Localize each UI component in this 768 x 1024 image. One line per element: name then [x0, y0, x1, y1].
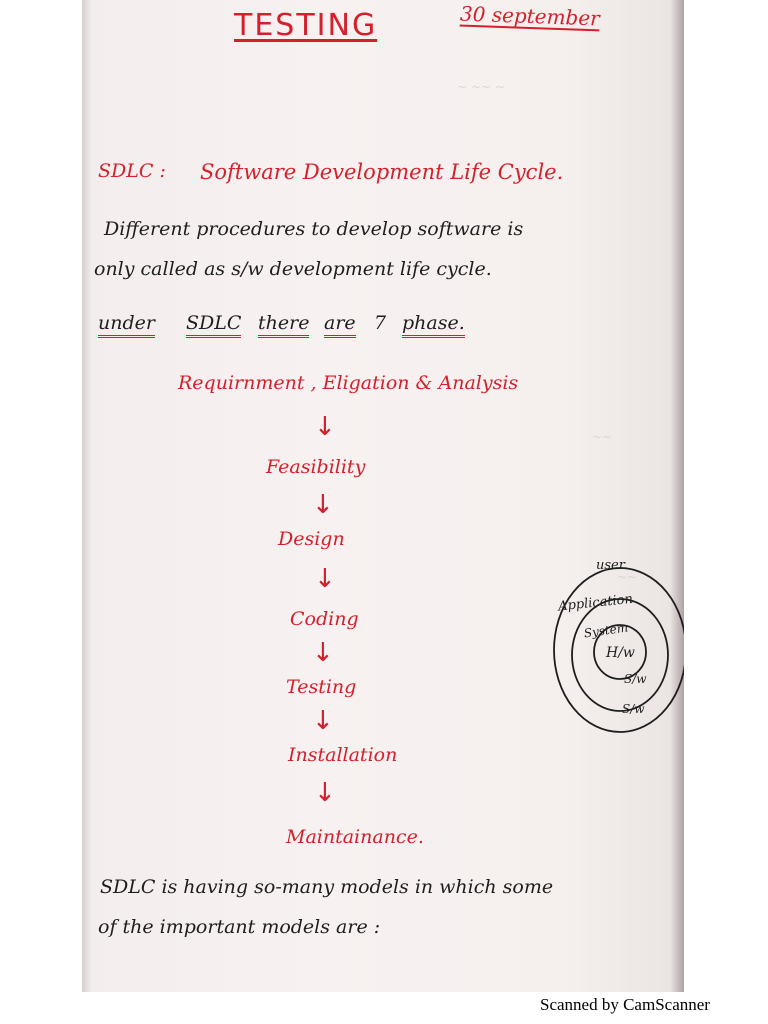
diagram-label-sw-outer: S/w: [622, 702, 645, 716]
page-edge-shadow: [670, 0, 684, 992]
bleed-through-mark: ~~: [592, 430, 613, 444]
definition-label: SDLC :: [98, 160, 166, 182]
notebook-page: [82, 0, 684, 992]
paragraph-line: of the important models are :: [98, 916, 381, 938]
scanner-watermark: Scanned by CamScanner: [540, 995, 710, 1014]
diagram-label-system: System: [582, 620, 629, 641]
down-arrow-icon: ↓: [312, 706, 334, 736]
definition-text: Software Development Life Cycle.: [200, 160, 564, 184]
phase-testing: Testing: [286, 676, 357, 698]
phase-intro-under: under: [98, 312, 155, 338]
phase-installation: Installation: [288, 744, 398, 766]
diagram-label-application: Application: [557, 591, 634, 615]
phase-design: Design: [278, 528, 345, 550]
phase-maintainance: Maintainance.: [286, 826, 424, 848]
phase-intro-count: 7: [374, 312, 387, 334]
down-arrow-icon: ↓: [314, 412, 336, 442]
phase-intro-are: are: [324, 312, 356, 338]
paragraph-line: SDLC is having so-many models in which some: [100, 876, 554, 898]
paragraph-line: Different procedures to develop software is: [104, 218, 524, 240]
bleed-through-mark: ~~: [617, 570, 638, 584]
phase-intro-there: there: [258, 312, 309, 338]
phase-intro-sdlc: SDLC: [186, 312, 241, 338]
page-title: TESTING: [234, 8, 378, 43]
phase-feasibility: Feasibility: [266, 456, 366, 478]
phase-coding: Coding: [290, 608, 359, 630]
down-arrow-icon: ↓: [312, 638, 334, 668]
page-left-shadow: [82, 0, 92, 992]
bleed-through-mark: ~ ~~ ~: [457, 80, 505, 94]
down-arrow-icon: ↓: [312, 490, 334, 520]
paragraph-line: only called as s/w development life cycle.: [94, 258, 492, 280]
phase-requirement: Requirnment , Eligation & Analysis: [178, 372, 519, 394]
diagram-label-hw: H/w: [606, 645, 635, 661]
down-arrow-icon: ↓: [314, 564, 336, 594]
diagram-label-user: user.: [596, 558, 628, 573]
layer-diagram: [552, 555, 684, 745]
page-date: 30 september: [459, 1, 601, 31]
diagram-label-sw-inner: S/w: [624, 672, 647, 686]
phase-intro-phase: phase.: [402, 312, 465, 338]
down-arrow-icon: ↓: [314, 778, 336, 808]
